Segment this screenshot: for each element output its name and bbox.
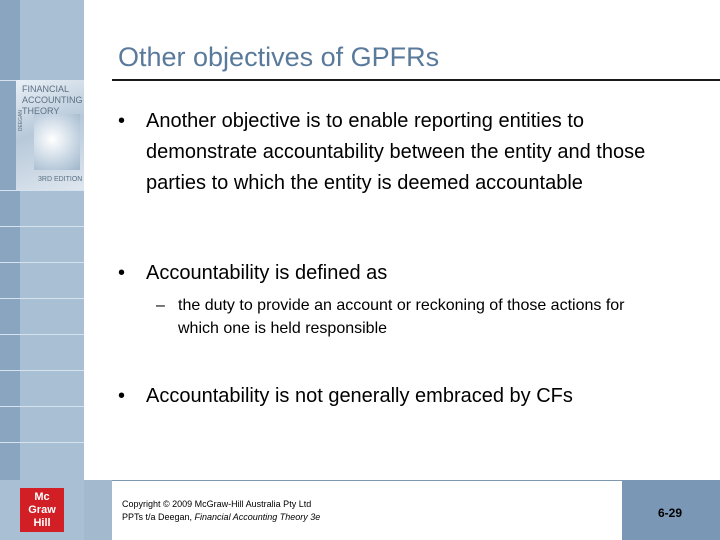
sidebar-strip [0,0,20,480]
book-title-line: FINANCIAL [22,84,70,94]
footer-divider [112,480,622,481]
logo-line: Hill [33,517,51,529]
page-number: 6-29 [658,506,683,520]
sidebar-tile [0,406,84,407]
bullet-text: Accountability is not generally embraced by CFs [146,385,573,407]
footer-copyright [122,498,320,524]
book-edition: 3RD EDITION [38,176,83,183]
sidebar-tile [0,442,84,443]
book-title-line: ACCOUNTING [22,95,83,105]
ppts-prefix: PPTs t/a Deegan, [122,512,195,522]
copyright-text: Copyright © 2009 McGraw-Hill Australia Pty Ltd [122,499,312,509]
sidebar-tile [0,190,84,191]
ppts-credit [122,511,320,524]
bullet-text: Accountability is defined as [146,262,388,284]
sidebar-tile [0,334,84,335]
bullet-icon: • [118,110,126,132]
book-title: Financial Accounting Theory 3e [194,512,321,522]
title-underline [112,79,720,81]
slide-title: Other objectives of GPFRs [118,42,440,72]
book-cover-art [34,114,80,170]
book-spine-text: DEEGAN [18,110,24,132]
book-title-line: THEORY [22,106,60,116]
logo-line: Mc [34,491,50,503]
dash-icon: – [156,297,165,314]
sidebar-tile [0,226,84,227]
logo-line: Graw [28,504,56,516]
bullet-icon: • [118,262,126,284]
sidebar-tile [0,370,84,371]
sidebar-tile [0,298,84,299]
sidebar-tile [0,262,84,263]
book-cover-image [16,80,84,190]
bullet-text: Another objective is to enable reporting entities to demonstrate accountability between the entity and those parties to which the entity is deemed accountable [146,110,646,194]
book-cover-title [22,84,83,117]
bullet-icon: • [118,385,126,407]
sub-bullet-text: the duty to provide an account or reckoning of those actions for which one is held responsible [178,297,625,337]
mcgraw-hill-logo [20,488,64,532]
